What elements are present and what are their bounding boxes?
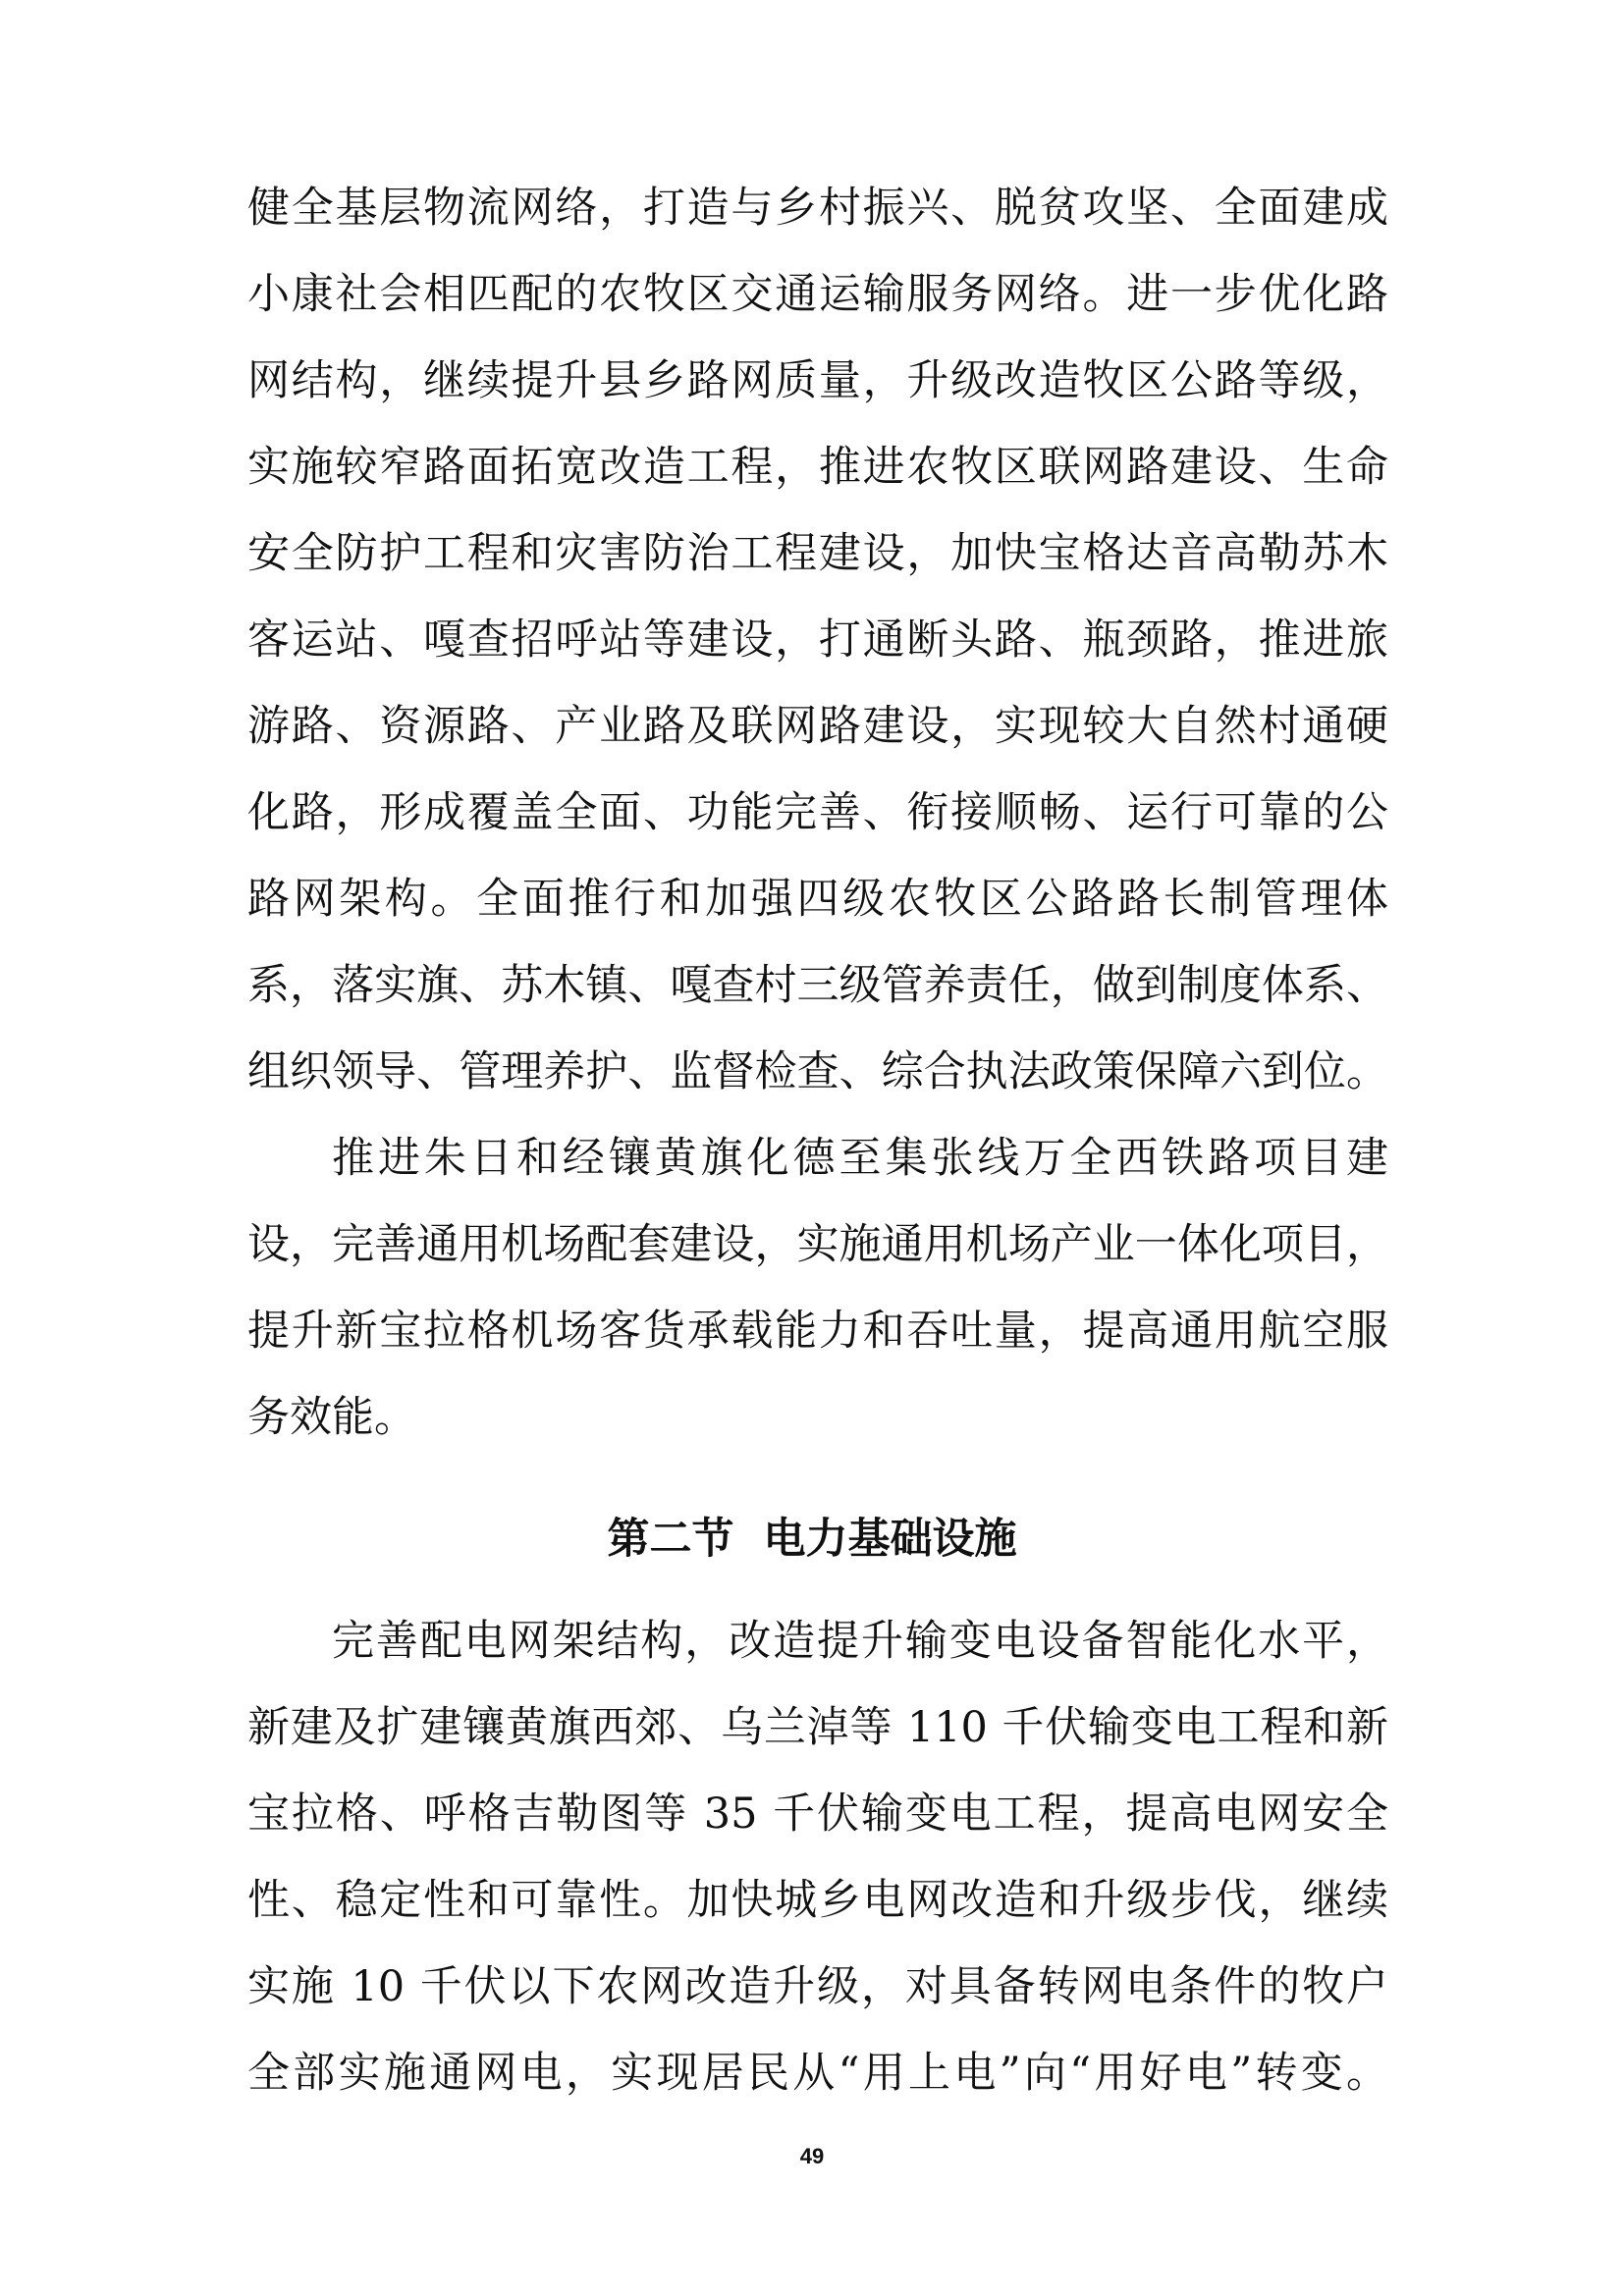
page-number: 49 [799,2144,825,2168]
section-number: 第二节 [607,1515,734,1564]
text-line: 性、稳定性和可靠性。加快城乡电网改造和升级步伐，继续 [247,1876,1388,1925]
text-line: 系，落实旗、苏木镇、嘎查村三级管养责任，做到制度体系、 [247,961,1388,1010]
text-line: 小康社会相匹配的农牧区交通运输服务网络。进一步优化路 [247,270,1388,319]
text-line: 健全基层物流网络，打造与乡村振兴、脱贫攻坚、全面建成 [247,184,1388,233]
text-line: 推进朱日和经镶黄旗化德至集张线万全西铁路项目建 [332,1134,1388,1183]
text-line: 安全防护工程和灾害防治工程建设，加快宝格达音高勒苏木 [247,529,1388,578]
text-line: 客运站、嘎查招呼站等建设，打通断头路、瓶颈路，推进旅 [247,615,1388,665]
text-line: 组织领导、管理养护、监督检查、综合执法政策保障六到位。 [247,1047,1388,1096]
section-title: 电力基础设施 [763,1515,1017,1564]
text-line: 化路，形成覆盖全面、功能完善、衔接顺畅、运行可靠的公 [247,788,1388,837]
paragraph-power-grid [247,1598,1388,2116]
paragraph-logistics-roads [247,165,1388,1115]
text-line: 网结构，继续提升县乡路网质量，升级改造牧区公路等级， [247,356,1388,405]
text-line: 路网架构。全面推行和加强四级农牧区公路路长制管理体 [247,875,1388,924]
text-line: 宝拉格、呼格吉勒图等 35 千伏输变电工程，提高电网安全 [247,1789,1388,1839]
text-line: 提升新宝拉格机场客货承载能力和吞吐量，提高通用航空服 [247,1307,1388,1356]
text-line: 全部实施通网电，实现居民从“用上电”向“用好电”转变。 [247,2049,1388,2098]
section-heading [0,1496,1624,1582]
paragraph-railway-airport [247,1115,1388,1461]
text-line: 设，完善通用机场配套建设，实施通用机场产业一体化项目， [247,1220,1388,1269]
text-line: 新建及扩建镶黄旗西郊、乌兰淖等 110 千伏输变电工程和新 [247,1703,1388,1752]
text-line: 实施 10 千伏以下农网改造升级，对具备转网电条件的牧户 [247,1962,1388,2011]
text-line: 务效能。 [247,1393,416,1442]
text-line: 完善配电网架结构，改造提升输变电设备智能化水平， [332,1617,1388,1666]
text-line: 游路、资源路、产业路及联网路建设，实现较大自然村通硬 [247,702,1388,751]
text-line: 实施较窄路面拓宽改造工程，推进农牧区联网路建设、生命 [247,443,1388,492]
